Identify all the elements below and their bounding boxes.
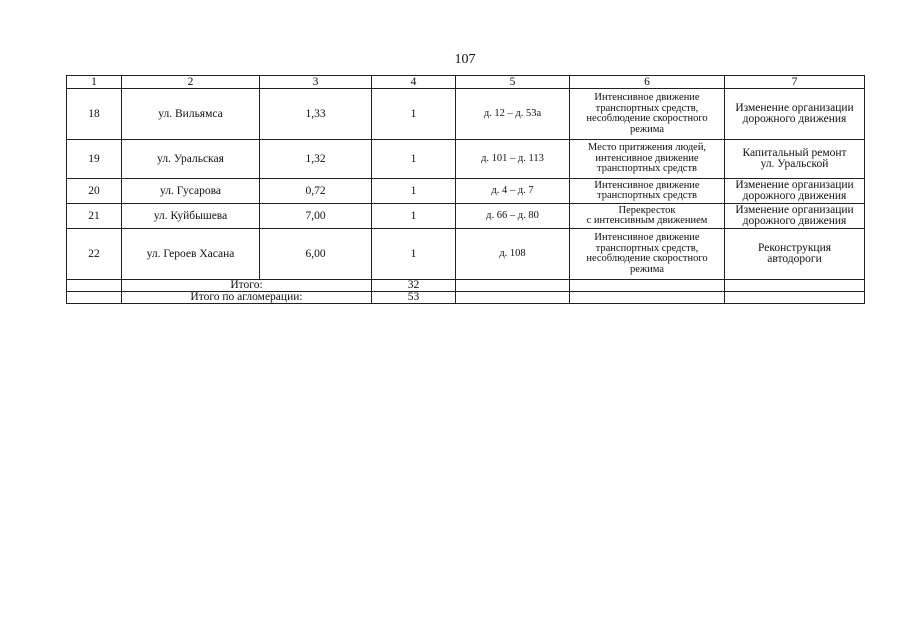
reason-line: Интенсивное движение [594, 92, 700, 103]
reason-line: Интенсивное движение [594, 232, 700, 243]
measure-line: Изменение организации [735, 204, 854, 216]
subtotal-row [67, 280, 865, 292]
reason-line: несоблюдение скоростного [586, 113, 708, 124]
row-number: 20 [67, 179, 122, 204]
subtotal-value: 32 [372, 280, 456, 292]
measure-cell [725, 204, 865, 229]
column-number: 4 [372, 76, 456, 89]
reason-line: транспортных средств, [595, 102, 699, 114]
road-sections-table [66, 75, 865, 304]
section-count: 1 [372, 229, 456, 280]
reason-cell [570, 179, 725, 204]
section-count: 1 [372, 140, 456, 179]
reason-line: Место притяжения людей, [587, 142, 707, 154]
section-length: 1,33 [260, 89, 372, 140]
row-number: 22 [67, 229, 122, 280]
measure-line: Реконструкция [757, 242, 832, 254]
grand-total-label: Итого по агломерации: [122, 292, 372, 304]
section-length: 6,00 [260, 229, 372, 280]
house-range: д. 4 – д. 7 [456, 179, 570, 204]
table-row [67, 89, 865, 140]
column-number: 2 [122, 76, 260, 89]
section-count: 1 [372, 179, 456, 204]
reason-line: режима [629, 263, 665, 275]
measure-line: ул. Уральской [760, 158, 829, 170]
house-range: д. 12 – д. 53а [456, 89, 570, 140]
street-name: ул. Вильямса [122, 89, 260, 140]
column-number-row [67, 76, 865, 89]
grand-total-row [67, 292, 865, 304]
reason-line: несоблюдение скоростного [586, 253, 708, 264]
measure-cell [725, 89, 865, 140]
column-number: 6 [570, 76, 725, 89]
table-row [67, 140, 865, 179]
reason-line: транспортных средств, [595, 242, 699, 254]
street-name: ул. Героев Хасана [122, 229, 260, 280]
column-number: 1 [67, 76, 122, 89]
section-length: 7,00 [260, 204, 372, 229]
street-name: ул. Уральская [122, 140, 260, 179]
reason-line: Перекресток [618, 204, 676, 216]
table-row [67, 179, 865, 204]
reason-line: транспортных средств [596, 190, 697, 201]
section-count: 1 [372, 204, 456, 229]
column-number: 3 [260, 76, 372, 89]
house-range: д. 66 – д. 80 [456, 204, 570, 229]
measure-cell [725, 140, 865, 179]
table-row [67, 204, 865, 229]
page-number: 107 [454, 52, 476, 67]
reason-line: Интенсивное движение [594, 179, 700, 191]
house-range: д. 108 [456, 229, 570, 280]
reason-line: с интенсивным движением [586, 215, 708, 226]
reason-cell [570, 140, 725, 179]
column-number: 7 [725, 76, 865, 89]
column-number: 5 [456, 76, 570, 89]
table-row [67, 229, 865, 280]
measure-cell [725, 229, 865, 280]
reason-line: режима [629, 123, 665, 135]
street-name: ул. Гусарова [122, 179, 260, 204]
measure-line: дорожного движения [742, 113, 847, 125]
reason-cell [570, 229, 725, 280]
grand-total-value: 53 [372, 292, 456, 304]
measure-cell [725, 179, 865, 204]
measure-line: дорожного движения [742, 215, 847, 227]
section-length: 1,32 [260, 140, 372, 179]
measure-line: Капитальный ремонт [742, 147, 847, 159]
reason-line: транспортных средств [596, 163, 697, 175]
house-range: д. 101 – д. 113 [456, 140, 570, 179]
section-length: 0,72 [260, 179, 372, 204]
measure-line: дорожного движения [742, 190, 847, 202]
street-name: ул. Куйбышева [122, 204, 260, 229]
measure-line: Изменение организации [735, 179, 854, 191]
reason-cell [570, 89, 725, 140]
row-number: 21 [67, 204, 122, 229]
row-number: 18 [67, 89, 122, 140]
measure-line: Изменение организации [735, 102, 854, 114]
subtotal-label: Итого: [122, 280, 372, 292]
measure-line: автодороги [767, 253, 822, 265]
reason-cell [570, 204, 725, 229]
section-count: 1 [372, 89, 456, 140]
row-number: 19 [67, 140, 122, 179]
reason-line: интенсивное движение [595, 152, 699, 164]
